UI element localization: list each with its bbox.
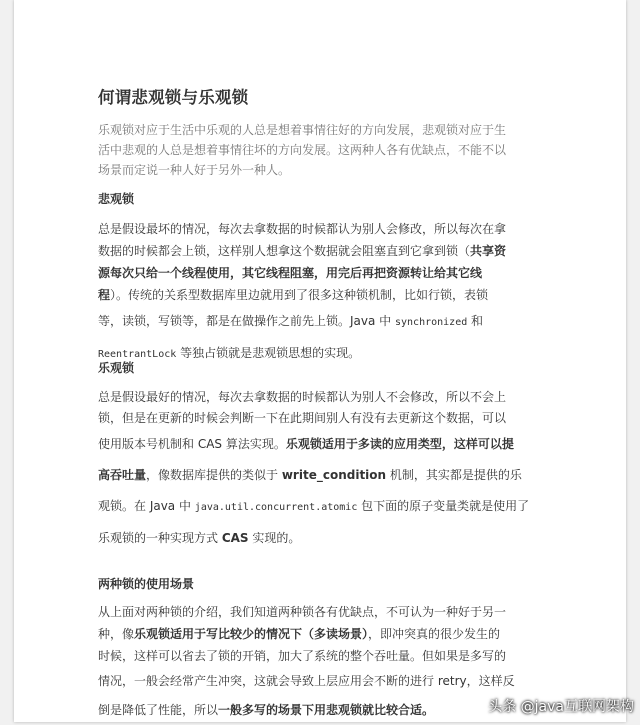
intro-paragraph <box>98 120 564 180</box>
text-line: 总是假设最好的情况，每次去拿数据的时候都认为别人不会修改，所以不会上 <box>98 387 564 408</box>
watermark: 头条 @java互联网架构 <box>488 696 634 716</box>
inline-code: synchronized <box>395 317 467 328</box>
text-run: 等独占锁就是悲观锁思想的实现。 <box>176 346 360 360</box>
text-run: 包下面的原子变量类就是使用了 <box>357 499 529 513</box>
text-line: 锁，但是在更新的时候会判断一下在此期间别人有没有去更新这个数据，可以 <box>98 408 564 429</box>
section-heading-pessimistic: 悲观锁 <box>98 190 134 207</box>
text-run: 数据的时候都会上锁，这样别人想拿这个数据就会阻塞直到它拿到锁（ <box>98 244 470 258</box>
text-line <box>98 338 564 370</box>
intro-line: 乐观锁对应于生活中乐观的人总是想着事情往好的方向发展，悲观锁对应于生 <box>98 120 564 140</box>
text-run: ，即冲突真的很少发生的 <box>368 627 500 641</box>
section-heading-optimistic: 乐观锁 <box>98 359 134 376</box>
inline-code: ReentrantLock <box>98 349 176 360</box>
bold-text: 乐观锁适用于写比较少的情况下（多读场景） <box>134 627 368 641</box>
text-line: 时候，这样可以省去了锁的开销，加大了系统的整个吞吐量。但如果是多写的 <box>98 645 564 667</box>
bold-text: 共享资 <box>470 244 506 258</box>
text-line <box>98 284 564 306</box>
bold-text: 乐观锁适用于多读的应用类型，这样可以提 <box>286 437 514 451</box>
text-line <box>98 240 564 262</box>
bold-text: CAS <box>222 531 249 545</box>
intro-line: 场景而定说一种人好于另外一种人。 <box>98 160 564 180</box>
text-run: 使用版本号机制和 CAS 算法实现。 <box>98 437 286 451</box>
text-line <box>98 623 564 645</box>
inline-code: java.util.concurrent.atomic <box>195 502 358 513</box>
text-line: 总是假设最坏的情况，每次去拿数据的时候都认为别人会修改，所以每次在拿 <box>98 218 564 240</box>
text-run: 和 <box>467 314 483 328</box>
text-run: 种，像 <box>98 627 134 641</box>
text-run: ）。传统的关系型数据库里边就用到了很多这种锁机制，比如行锁，表锁 <box>110 288 488 302</box>
optimistic-paragraph <box>98 387 564 554</box>
bold-text: write_condition <box>282 468 386 482</box>
bold-text: 一般多写的场景下用悲观锁就比较合适。 <box>218 703 434 717</box>
text-line <box>98 523 564 554</box>
bold-text: 程 <box>98 288 110 302</box>
text-run: 观锁。在 Java 中 <box>98 499 195 513</box>
text-run: 倒是降低了性能，所以 <box>98 703 218 717</box>
text-line: 从上面对两种锁的介绍，我们知道两种锁各有优缺点，不可认为一种好于另一 <box>98 601 564 623</box>
bold-text: 源每次只给一个线程使用，其它线程阻塞，用完后再把资源转让给其它线 <box>98 266 482 280</box>
intro-line: 活中悲观的人总是想着事情往坏的方向发展。这两种人各有优缺点，不能不以 <box>98 140 564 160</box>
text-run: 乐观锁的一种实现方式 <box>98 531 222 545</box>
text-line: 情况，一般会经常产生冲突，这就会导致上层应用会不断的进行 retry，这样反 <box>98 667 564 696</box>
text-run: 实现的。 <box>249 531 301 545</box>
page-title: 何谓悲观锁与乐观锁 <box>98 84 248 108</box>
text-line <box>98 429 564 460</box>
text-run: ，像数据库提供的类似于 <box>146 468 282 482</box>
text-run: 等，读锁，写锁等，都是在做操作之前先上锁。Java 中 <box>98 314 395 328</box>
pessimistic-paragraph <box>98 218 564 370</box>
text-line <box>98 262 564 284</box>
text-line <box>98 491 564 523</box>
text-line <box>98 306 564 338</box>
text-line <box>98 460 564 491</box>
section-heading-scenarios: 两种锁的使用场景 <box>98 575 194 592</box>
document-page <box>14 0 626 722</box>
bold-text: 高吞吐量 <box>98 468 146 482</box>
text-run: 机制，其实都是提供的乐 <box>386 468 522 482</box>
